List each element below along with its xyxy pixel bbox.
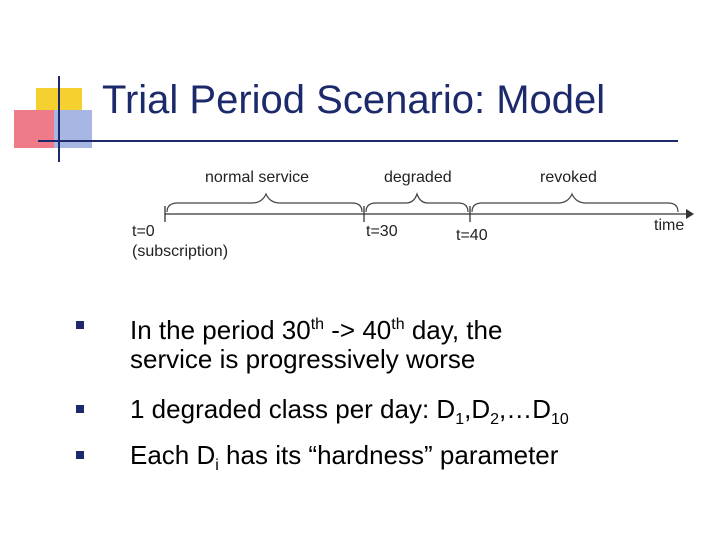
bullet-2-text-a: 1 degraded class per day: D: [130, 394, 456, 424]
bullet-1-text-a: In the period 30: [130, 315, 311, 345]
bullet-1-ordinal-1: th: [310, 316, 325, 333]
bullet-marker-2: [76, 405, 84, 413]
bullet-2-sub-1: 1: [455, 411, 465, 428]
bullet-1-ordinal-2: th: [391, 316, 405, 333]
period-label-degraded: degraded: [384, 169, 452, 186]
period-label-revoked: revoked: [540, 169, 597, 186]
axis-label-time: time: [654, 217, 685, 234]
tick-label-t40: t=40: [456, 227, 488, 244]
tick-label-subscription: (subscription): [132, 243, 229, 260]
bullet-3: [130, 438, 558, 483]
bullet-2-sub-2: 2: [490, 411, 500, 428]
bullet-3-text-b: has its “hardness” parameter: [218, 440, 559, 470]
bullet-marker-3: [76, 451, 84, 459]
bullet-1-text-b: -> 40: [324, 315, 392, 345]
tick-label-t30: t=30: [366, 223, 398, 240]
period-label-normal-service: normal service: [205, 169, 310, 186]
brace-degraded: [366, 194, 468, 212]
bullet-3-sub-1: i: [215, 457, 219, 474]
bullet-3-text-a: Each D: [130, 440, 216, 470]
brace-revoked: [472, 194, 678, 212]
time-axis-arrowhead: [686, 209, 694, 219]
bullet-2: [130, 392, 569, 437]
bullet-2-text-c: ,…D: [499, 394, 552, 424]
bullet-2-sub-3: 10: [551, 411, 569, 428]
bullet-1-text-c: day, the: [404, 315, 503, 345]
bullet-1-line-2: service is progressively worse: [130, 344, 476, 374]
slide-title: Trial Period Scenario: Model: [102, 78, 606, 122]
bullet-marker-1: [76, 321, 84, 329]
brace-normal-service: [167, 194, 362, 212]
tick-label-t0: t=0: [132, 223, 155, 240]
bullet-2-text-b: ,D: [464, 394, 491, 424]
